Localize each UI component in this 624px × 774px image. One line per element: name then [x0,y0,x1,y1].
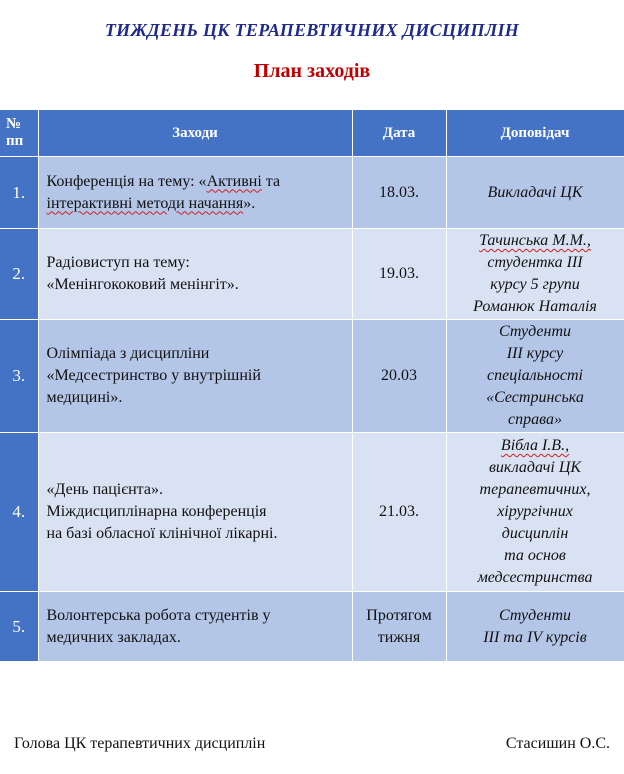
event-cell [38,320,352,433]
event-text-part: Активні [206,172,262,190]
event-cell [38,157,352,229]
speaker-line: хірургічних [497,503,573,520]
row-number: 4. [0,433,38,592]
speaker-line: дисциплін [501,525,569,542]
event-text-part: Конференція на тему: « [46,172,207,190]
speaker-line: спеціальності [487,367,583,384]
event-line: Радіовиступ на тему: [46,254,190,271]
event-line: Міждисциплінарна конференція [46,503,267,520]
speaker-cell [446,592,624,662]
event-line: медицині». [46,389,123,406]
event-line: Волонтерська робота студентів у [46,606,271,624]
date-line: тижня [377,628,421,646]
speaker-cell [446,433,624,592]
date-cell: 20.03 [352,320,446,433]
table-header-row [0,110,624,157]
speaker-line: Тачинська М.М., [479,232,591,249]
footer-chair-name: Стасишин О.С. [505,735,610,752]
speaker-line: ІІІ та IV курсів [483,628,587,646]
event-cell [38,592,352,662]
date-cell: 18.03. [352,157,446,229]
date-cell [352,592,446,662]
footer-chair-title: Голова ЦК терапевтичних дисциплін [14,735,266,752]
column-header-speaker: Доповідач [446,110,624,157]
event-cell [38,433,352,592]
event-line: «Менінгококовий менінгіт». [46,276,239,293]
row-number: 5. [0,592,38,662]
column-header-events: Заходи [38,110,352,157]
event-text-part: ». [243,194,256,212]
speaker-line: Студенти [499,606,571,624]
speaker-line: викладачі ЦК [488,459,582,476]
speaker-line: Студенти [499,323,571,340]
table-row [0,433,624,592]
table-row [0,157,624,229]
table-row [0,229,624,320]
speaker-line: Романюк Наталія [473,298,597,315]
table-row [0,592,624,662]
event-line: на базі обласної клінічної лікарні. [46,525,278,542]
row-number: 1. [0,157,38,229]
column-header-number: № пп [0,110,38,157]
speaker-cell [446,157,624,229]
row-number: 2. [0,229,38,320]
event-line: медичних закладах. [46,628,181,646]
speaker-cell [446,229,624,320]
date-cell: 21.03. [352,433,446,592]
speaker-line: курсу 5 групи [490,276,580,293]
speaker-line: «Сестринська [486,389,584,406]
table-row [0,320,624,433]
date-cell: 19.03. [352,229,446,320]
row-number: 3. [0,320,38,433]
speaker-cell [446,320,624,433]
event-line: «Медсестринство у внутрішній [46,367,261,384]
event-text-part: та [261,172,281,190]
event-line: Олімпіада з дисципліни [46,345,210,362]
speaker-line: справа» [508,411,562,428]
page-subtitle: План заходів [253,60,371,82]
date-line: Протягом [366,606,432,624]
speaker-line: медсестринства [477,569,593,586]
speaker-line: студентка ІІІ [487,254,583,271]
page-title: ТИЖДЕНЬ ЦК ТЕРАПЕВТИЧНИХ ДИСЦИПЛІН [104,20,520,40]
speaker-line: Вібла І.В., [500,437,570,454]
speaker-line: терапевтичних, [479,481,591,498]
speaker-line: Викладачі ЦК [487,183,583,201]
column-header-date: Дата [352,110,446,157]
event-cell [38,229,352,320]
events-table [0,110,624,662]
event-text-part: інтерактивні методи начання [46,194,244,212]
speaker-line: та основ [504,547,566,564]
speaker-line: ІІІ курсу [506,345,564,362]
event-line: «День пацієнта». [46,481,163,498]
